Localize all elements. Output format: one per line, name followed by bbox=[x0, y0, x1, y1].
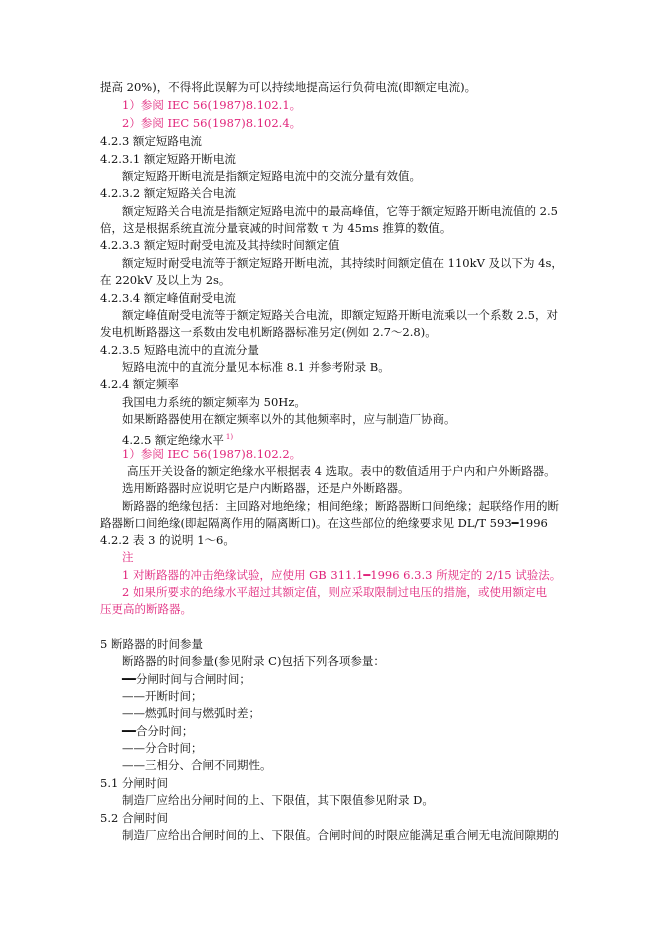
list-item: ━━分闸时间与合闸时间； bbox=[122, 672, 251, 686]
paragraph-line: 短路电流中的直流分量见本标准 8.1 并参考附录 B。 bbox=[122, 360, 390, 374]
paragraph-line: 断路器的时间参量(参见附录 C)包括下列各项参量： bbox=[122, 654, 385, 668]
list-item: ——三相分、合闸不同期性。 bbox=[122, 758, 272, 772]
paragraph-line: 制造厂应给出合闸时间的上、下限值。合闸时间的时限应能满足重合闸无电流间隙期的 bbox=[122, 828, 559, 842]
section-heading: 4.2.3.3 额定短时耐受电流及其持续时间额定值 bbox=[100, 238, 340, 252]
heading-text: 4.2.5 额定绝缘水平 bbox=[122, 432, 224, 447]
paragraph-line: 额定短时耐受电流等于额定短路开断电流，其持续时间额定值在 110kV 及以下为 4s， bbox=[122, 256, 563, 270]
list-item: ——分合时间； bbox=[122, 741, 203, 755]
paragraph-line: 在 220kV 及以上为 2s。 bbox=[100, 273, 231, 287]
footnote: 2）参阅 IEC 56(1987)8.102.4。 bbox=[122, 116, 302, 130]
paragraph-line: 额定短路开断电流是指额定短路电流中的交流分量有效值。 bbox=[122, 169, 421, 183]
note-label: 注 bbox=[122, 550, 134, 564]
paragraph-line: 制造厂应给出分闸时间的上、下限值，其下限值参见附录 D。 bbox=[122, 793, 434, 807]
list-item: ——燃弧时间与燃弧时差； bbox=[122, 706, 260, 720]
paragraph-line: 4.2.2 表 3 的说明 1～6。 bbox=[100, 533, 235, 547]
note-item: 2 如果所要求的绝缘水平超过其额定值，则应采取限制过电压的措施，或使用额定电 bbox=[122, 585, 547, 599]
text-line: 提高 20%)，不得将此误解为可以持续地提高运行负荷电流(即额定电流)。 bbox=[100, 80, 477, 94]
section-heading: 4.2.3.4 额定峰值耐受电流 bbox=[100, 291, 236, 305]
section-heading: 5.2 合闸时间 bbox=[100, 811, 168, 825]
section-heading bbox=[122, 430, 233, 448]
paragraph-line: 发电机断路器这一系数由发电机断路器标准另定(例如 2.7～2.8)。 bbox=[100, 325, 437, 339]
paragraph-line: 倍，这是根据系统直流分量衰减的时间常数 τ 为 45ms 推算的数值。 bbox=[100, 221, 452, 235]
footnote: 1）参阅 IEC 56(1987)8.102.1。 bbox=[122, 98, 302, 112]
list-item: ━━合分时间； bbox=[122, 724, 194, 738]
footnote-marker: 1) bbox=[225, 433, 234, 441]
note-item: 1 对断路器的冲击绝缘试验，应使用 GB 311.1━1996 6.3.3 所规定的 2/15 试验法。 bbox=[122, 568, 562, 582]
paragraph-line: 高压开关设备的额定绝缘水平根据表 4 选取。表中的数值适用于户内和户外断路器。 bbox=[127, 464, 556, 478]
paragraph-line: 断路器的绝缘包括：主回路对地绝缘；相间绝缘；断路器断口间绝缘；起联络作用的断 bbox=[122, 499, 559, 513]
section-heading: 4.2.3.1 额定短路开断电流 bbox=[100, 152, 236, 166]
section-heading: 4.2.3.2 额定短路关合电流 bbox=[100, 186, 236, 200]
list-item: ——开断时间； bbox=[122, 689, 203, 703]
paragraph-line: 我国电力系统的额定频率为 50Hz。 bbox=[122, 395, 306, 409]
paragraph-line: 选用断路器时应说明它是户内断路器，还是户外断路器。 bbox=[122, 481, 410, 495]
paragraph-line: 额定峰值耐受电流等于额定短路关合电流，即额定短路开断电流乘以一个系数 2.5，对 bbox=[122, 308, 558, 322]
note-item: 压更高的断路器。 bbox=[100, 602, 192, 616]
section-heading: 5 断路器的时间参量 bbox=[100, 637, 203, 651]
paragraph-line: 如果断路器使用在额定频率以外的其他频率时，应与制造厂协商。 bbox=[122, 412, 456, 426]
paragraph-line: 路器断口间绝缘(即起隔离作用的隔离断口)。在这些部位的绝缘要求见 DL/T 593━1996 bbox=[100, 516, 548, 530]
section-heading: 5.1 分闸时间 bbox=[100, 776, 168, 790]
paragraph-line: 额定短路关合电流是指额定短路电流中的最高峰值，它等于额定短路开断电流值的 2.5 bbox=[122, 204, 558, 218]
section-heading: 4.2.3.5 短路电流中的直流分量 bbox=[100, 343, 259, 357]
footnote: 1）参阅 IEC 56(1987)8.102.2。 bbox=[122, 447, 302, 461]
section-heading: 4.2.4 额定频率 bbox=[100, 377, 179, 391]
section-heading: 4.2.3 额定短路电流 bbox=[100, 134, 202, 148]
